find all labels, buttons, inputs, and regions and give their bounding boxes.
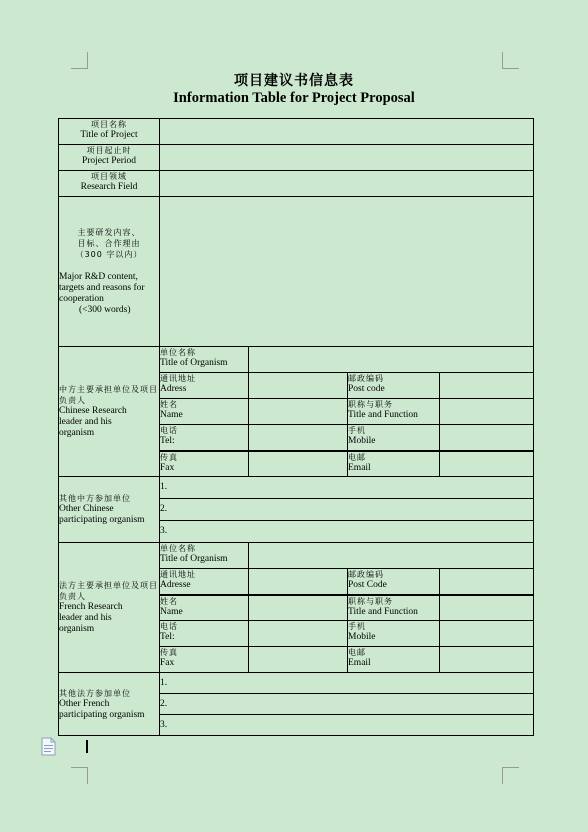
- fr-participant-2[interactable]: [160, 694, 534, 715]
- cn-postcode-label: [348, 373, 440, 399]
- label-en: participating organism: [59, 709, 145, 720]
- label-cn: 手机: [348, 622, 366, 631]
- label-cn: 手机: [348, 426, 366, 435]
- cn-email-field[interactable]: [440, 451, 534, 477]
- label-en: Tel:: [160, 632, 175, 642]
- label-cn: 通讯地址: [160, 570, 196, 579]
- fr-participant-3[interactable]: [160, 715, 534, 736]
- page-corner-top-right: [502, 52, 519, 69]
- cn-tel-label: [160, 425, 249, 451]
- fr-email-field[interactable]: [440, 647, 534, 673]
- label-en: organism: [59, 428, 95, 438]
- cn-email-label: [348, 451, 440, 477]
- label-en: Other French: [59, 698, 110, 709]
- cn-mobile-field[interactable]: [440, 425, 534, 451]
- cn-address-field[interactable]: [249, 373, 348, 399]
- label-project-title: [59, 119, 160, 145]
- cn-postcode-field[interactable]: [440, 373, 534, 399]
- cn-participant-3[interactable]: [160, 521, 534, 543]
- label-en: cooperation: [59, 294, 104, 304]
- label-cn: 电邮: [348, 452, 366, 462]
- cn-name-field[interactable]: [249, 399, 348, 425]
- label-en: Adress: [160, 384, 187, 394]
- cn-function-label: [348, 399, 440, 425]
- label-en: Tel:: [160, 436, 175, 446]
- item-number: 1.: [160, 677, 168, 688]
- label-en: (<300 words): [79, 305, 131, 315]
- page-corner-top-left: [71, 52, 88, 69]
- cn-name-label: [160, 399, 249, 425]
- label-chinese-others: [59, 477, 160, 543]
- page-corner-bottom-right: [502, 767, 519, 784]
- fr-email-label: [348, 647, 440, 673]
- fr-participant-1[interactable]: [160, 673, 534, 694]
- item-number: 1.: [160, 482, 168, 492]
- label-french-leader: [59, 543, 160, 673]
- label-en: Title and Function: [348, 410, 418, 420]
- label-cn: 主要研发内容、: [77, 228, 141, 237]
- fr-function-field[interactable]: [440, 595, 534, 621]
- research-field-field[interactable]: [160, 171, 534, 197]
- label-en: Fax: [160, 462, 175, 473]
- label-en: organism: [59, 624, 95, 634]
- label-research-field: [59, 171, 160, 197]
- label-cn: 职称与职务: [348, 596, 393, 606]
- cn-function-field[interactable]: [440, 399, 534, 425]
- label-en: Chinese Research: [59, 406, 127, 416]
- document-icon[interactable]: [41, 737, 56, 756]
- fr-tel-field[interactable]: [249, 621, 348, 647]
- label-en: Title of Project: [80, 130, 138, 140]
- cn-mobile-label: [348, 425, 440, 451]
- project-title-field[interactable]: [160, 119, 534, 145]
- label-cn: 姓名: [160, 400, 178, 409]
- label-cn: 项目领域: [91, 172, 127, 181]
- cn-tel-field[interactable]: [249, 425, 348, 451]
- label-cn: 邮政编码: [348, 374, 384, 383]
- fr-tel-label: [160, 621, 249, 647]
- proposal-table: [58, 118, 534, 736]
- label-rd-content: [59, 197, 160, 347]
- label-en: Email: [348, 658, 371, 668]
- label-cn: 电话: [160, 622, 178, 631]
- label-cn: 传真: [160, 648, 178, 657]
- item-number: 3.: [160, 526, 168, 536]
- cn-address-label: [160, 373, 249, 399]
- fr-address-field[interactable]: [249, 569, 348, 595]
- label-en: Title and Function: [348, 606, 418, 617]
- label-cn: 传真: [160, 452, 178, 462]
- label-en: Research Field: [80, 182, 138, 192]
- cn-participant-2[interactable]: [160, 499, 534, 521]
- fr-name-field[interactable]: [249, 595, 348, 621]
- label-chinese-leader: [59, 347, 160, 477]
- label-cn: 法方主要承担单位及项目负责人: [59, 581, 158, 601]
- fr-organism-label: [160, 543, 249, 569]
- text-cursor: [86, 740, 88, 753]
- label-en: Major R&D content,: [59, 272, 138, 282]
- label-en: Post code: [348, 384, 385, 394]
- label-en: targets and reasons for: [59, 283, 145, 293]
- label-en: leader and his: [59, 417, 112, 427]
- fr-mobile-label: [348, 621, 440, 647]
- fr-fax-label: [160, 647, 249, 673]
- label-cn: 电邮: [348, 648, 366, 657]
- label-cn: 单位名称: [160, 348, 196, 357]
- cn-organism-field[interactable]: [249, 347, 534, 373]
- label-cn: 职称与职务: [348, 400, 393, 409]
- label-en: Project Period: [81, 156, 137, 166]
- item-number: 2.: [160, 698, 168, 709]
- cn-fax-field[interactable]: [249, 451, 348, 477]
- label-en: Name: [160, 410, 183, 420]
- label-cn: （300 字以内）: [75, 250, 143, 259]
- project-period-field[interactable]: [160, 145, 534, 171]
- label-en: participating organism: [59, 515, 145, 525]
- label-cn: 姓名: [160, 596, 178, 606]
- fr-address-label: [160, 569, 249, 595]
- label-cn: 其他中方参加单位: [59, 494, 131, 503]
- label-en: Post Code: [348, 580, 387, 590]
- label-en: Mobile: [348, 632, 376, 642]
- fr-mobile-field[interactable]: [440, 621, 534, 647]
- cn-organism-label: [160, 347, 249, 373]
- label-en: Name: [160, 606, 183, 617]
- label-en: Email: [348, 462, 371, 473]
- label-cn: 邮政编码: [348, 570, 384, 579]
- fr-organism-field[interactable]: [249, 543, 534, 569]
- rd-content-field[interactable]: [160, 197, 534, 347]
- label-cn: 通讯地址: [160, 374, 196, 383]
- label-en: Adresse: [160, 580, 191, 590]
- title-english: Information Table for Project Proposal: [173, 90, 415, 106]
- label-en: Other Chinese: [59, 504, 114, 514]
- label-cn: 其他法方参加单位: [59, 688, 131, 698]
- fr-fax-field[interactable]: [249, 647, 348, 673]
- label-cn: 单位名称: [160, 544, 196, 553]
- cn-fax-label: [160, 451, 249, 477]
- label-en: Mobile: [348, 436, 376, 446]
- label-cn: 中方主要承担单位及项目负责人: [59, 385, 158, 405]
- label-en: Title of Organism: [160, 358, 228, 368]
- cn-participant-1[interactable]: [160, 477, 534, 499]
- label-en: leader and his: [59, 613, 112, 623]
- label-cn: 电话: [160, 426, 178, 435]
- label-en: Fax: [160, 658, 175, 668]
- fr-postcode-label: [348, 569, 440, 595]
- label-french-others: [59, 673, 160, 736]
- label-en: Title of Organism: [160, 554, 228, 564]
- fr-function-label: [348, 595, 440, 621]
- label-cn: 项目名称: [91, 120, 127, 129]
- label-cn: 项目起止时: [86, 146, 132, 155]
- item-number: 2.: [160, 504, 168, 514]
- fr-name-label: [160, 595, 249, 621]
- item-number: 3.: [160, 719, 168, 730]
- page-corner-bottom-left: [71, 767, 88, 784]
- label-en: French Research: [59, 602, 123, 612]
- title-chinese: 项目建议书信息表: [234, 73, 354, 89]
- fr-postcode-field[interactable]: [440, 569, 534, 595]
- label-cn: 目标、合作理由: [77, 239, 141, 248]
- label-project-period: [59, 145, 160, 171]
